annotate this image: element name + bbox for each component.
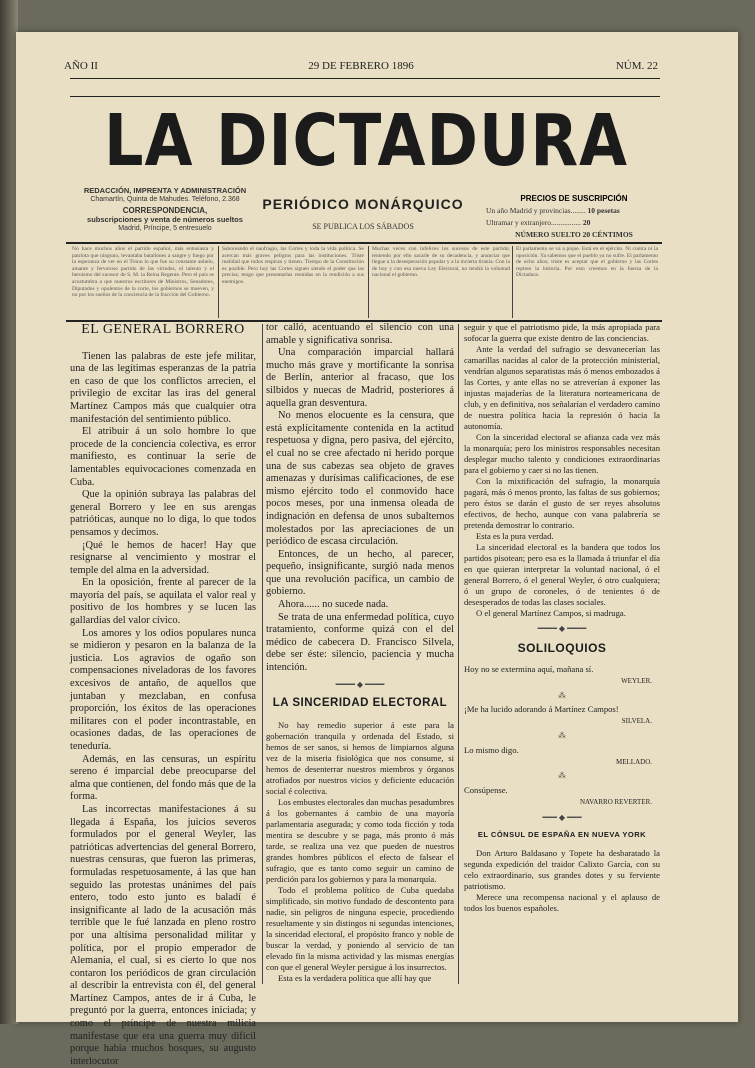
paragraph: Con la sinceridad electoral se afianza cada vez más la monarquía; pero los ministros responsables necesitan desplegar mucho talento y condiciones extraordinarias para el gobierno y caer si no las tienen.: [464, 432, 660, 475]
paragraph: Esta es la verdadera política que allí hay que: [278, 972, 432, 983]
paragraph: Merece una recompensa nacional y el aplauso de todos los buenos españoles.: [464, 891, 660, 913]
correspondence-line: subscripciones y venta de números sueltos: [87, 215, 243, 224]
newspaper-title: LA DICTADURA: [103, 98, 629, 183]
prices-heading: PRECIOS DE SUSCRIPCIÓN: [520, 194, 628, 203]
year-label: AÑO II: [64, 60, 98, 72]
paragraph: La sinceridad electoral es la bandera que todos los partidos pisotean; pero esa es la llamada á triunfar el día en que quieran interpretar la voluntad nacional, ó el general Borrero, ó el general Weyler, ó otro cualquiera; ó un grupo de coroneles, ó de tenientes ó de desesperados de todas las clases sociales.: [464, 542, 660, 607]
paragraph: Que la opinión subraya las palabras del general Borrero y lee en sus arengas patrióticas, aunque no lo diga, lo que todos pensamos y decimos.: [70, 489, 256, 538]
soliloquio-line: Consúpense.: [464, 784, 508, 795]
publication-schedule: SE PUBLICA LOS SÁBADOS: [312, 222, 414, 231]
paragraph: En la oposición, frente al parecer de la mayoría del país, se aquilata el valor real y positivo de los hombres y se lucen las gallardías del valor cívico.: [70, 577, 256, 627]
administration-block: [70, 186, 260, 233]
asterism: ⁂: [558, 771, 566, 781]
paragraph: El atribuir á un solo hombre lo que procede de la conciencia colectiva, es error manifiesto, es continuar la serie de lamentables equivocaciones comenzada en Cuba.: [70, 426, 256, 488]
paragraph: Los amores y los odios populares nunca se midieron y pesaron en la balanza de la justicia. Los agravios de ogaño son compensaciones niveladoras de los favores excesivos de antaño, de aquellos que juntaban y mezclaban, en confusa proporción, los éxitos de las operaciones militares con el poder incontrastable, en ocasiones dadas, de las operaciones de teneduría.: [70, 627, 256, 752]
paragraph: No hay remedio superior á este para la gobernación tranquila y ordenada del Estado, si hemos de ser sanos, si hemos de limpiarnos alguna vez de la miseria fisiológica que nos consume, si hemos de desenterrar nuestros miembros y órganos atrofiados por nuestros vicios y deficiente educación social é colectiva.: [266, 719, 454, 796]
paragraph: Esta es la pura verdad.: [476, 531, 554, 541]
column-2: [266, 322, 454, 986]
notice-divider-2: [368, 246, 369, 318]
soliloquio-signature: NAVARRO REVERTER.: [579, 797, 652, 806]
notice-divider-3: [512, 246, 513, 318]
price-row-1: Un año Madrid y provincias........ 10 pesetas: [486, 206, 620, 215]
correspondence-heading: CORRESPONDENCIA,: [122, 206, 208, 215]
single-issue-price: NÚMERO SUELTO 20 CÉNTIMOS: [515, 230, 633, 239]
notice-col-4: El parlamento se va a pique. Está en el ejército. Ni contra ni la oposición. Ya sabemos que el pueblo ya no sufre. El parlamento de ocho años; triste es aceptar que el gobierno y las Cortes repiten la historia. Por esto creemos en la fuerza de la Dictadura.: [516, 246, 658, 279]
price-row-1-label: Un año Madrid y provincias: [486, 206, 571, 215]
soliloquio-signature: MELLADO.: [616, 757, 652, 766]
paragraph: Todo el problema político de Cuba quedaba simplificado, sin motivo fundado de descontento para nadie, sin peligros de ninguna especie, procediendo resueltamente y sin distingos ni segundas intenciones, la sinceridad electoral, el propósito franco y noble de buscar la verdad, y poniendo al servicio de tan elevado fin la misma actividad y las mismas energías con que el general Weyler persigue á los insurrectos.: [266, 884, 454, 972]
price-row-2-value: 20: [582, 218, 591, 227]
asterism: ⁂: [558, 690, 566, 700]
price-row-2-label: Ultramar y extranjero: [486, 218, 551, 227]
column-divider-2: [458, 324, 459, 984]
column-1: [70, 322, 256, 1067]
column-divider-1: [262, 324, 263, 984]
asterism: ⁂: [558, 730, 566, 740]
soliloquio-signature: WEYLER.: [621, 677, 652, 686]
soliloquio-line: Lo mismo digo.: [464, 744, 519, 755]
issue-date: 29 DE FEBRERO 1896: [308, 60, 414, 72]
article-title-consul: EL CÓNSUL DE ESPAÑA EN NUEVA YORK: [477, 829, 647, 839]
paragraph: Ahora...... no sucede nada.: [278, 599, 389, 611]
soliloquio-line: ¡Me ha lucido adorando á Martínez Campos!: [464, 704, 619, 715]
paragraph: Además, en las censuras, un espíritu sereno é imparcial debe preocuparse del alma que contienen, del fondo más que de la forma.: [70, 753, 256, 803]
header-rule: [70, 96, 660, 97]
paragraph: Ante la verdad del sufragio se desvanecerían las camarillas nacidas al calor de la protección ministerial, vendrían algunos separatistas más ó menos embozados á las Cortes, y ante ellas no se atreverían á exponer las injustas majaderías de la literatura norteamericana de club, y en definitiva, nos señalarían el verdadero camino de nuestra política hacia la represión ó hacia la autonomía.: [464, 344, 660, 431]
paragraph: Una comparación imparcial hallará mucho más grave y mortificante la sonrisa de Berlín, anterior al fracaso, que los silbidos y nuecas de Madrid, posteriores á aquella gran desventura.: [266, 347, 454, 409]
paragraph: Tienen las palabras de este jefe militar, una de las legítimas esperanzas de la patria en caso de que los conflictos arrecien, el privilegio de excitar las iras del general Martínez Campos más que cualquier otra manifestación del sentimiento público.: [70, 350, 256, 425]
paragraph: Se trata de una enfermedad política, cuyo tratamiento, conforme quizá con el del médico de cabecera D. Francisco Silvela, debe ser éste: silencio, paciencia y mucha intención.: [266, 611, 454, 674]
header-line: [46, 56, 676, 76]
paragraph: Don Arturo Baldasano y Topete ha desbaratado la segunda expedición del traidor Calixto García, con su celo extraordinario, sus grandes dotes y su ferviente patriotismo.: [464, 847, 660, 891]
correspondence-address: Madrid, Príncipe, 5 entresuelo: [118, 225, 212, 232]
price-row-2: Ultramar y extranjero................ 20: [486, 218, 591, 227]
soliloquio-line: Hoy no se extermina aquí, mañana sí.: [464, 664, 594, 675]
notice-col-1: No hace muchos años el partido español, más entusiasta y patriota que ninguno, levantaba batallones a sangre y fuego por la esperanza de ver en el Trono lo que fue su constante anhelo, amante y fervoroso partido de las virtudes, el talento y el heroísmo del sucesor de S. M. la Reina Regente. Pero el país se acostumbra a que nuestros escritores de Ministros, Senadores, Diputados y opulentos de la corte, los gobiernos se mueven, y no por los sueños de la conciencia de la fracción del Gobierno.: [72, 246, 214, 299]
paragraph: ¡Qué le hemos de hacer! Hay que resignarse al vencimiento y mostrar el temple del alma en la adversidad.: [70, 539, 256, 576]
column-3: [464, 322, 660, 986]
soliloquio-signature: SILVELA.: [621, 717, 652, 726]
notice-top-rule: [66, 242, 662, 244]
article-title-sinceridad: LA SINCERIDAD ELECTORAL: [272, 697, 448, 710]
paragraph: Entonces, de un hecho, al parecer, pequeño, insignificante, surgió nada menos que una revolución pacífica, un cambio de gobierno.: [266, 548, 454, 598]
price-row-1-value: 10 pesetas: [587, 206, 620, 215]
paragraph: Las incorrectas manifestaciones á su llegada á España, los juicios severos formulados por el general Weyler, las patrióticas advertencias del general Borrero, nuestras censuras, que fueron las primeras, formuladas respetuosamente, á las que han seguido las protestas unánimes del país entero, todo esto junto es baladí é insignificante al lado de la acusación más terrible que le fué lanzada en pleno rostro por una altísima personalidad militar y política, por el propio emperador de Alemania, el cual, si es cierto lo que nos contaron los periódicos de gran circulación al describir la entrevista con él, del general Martínez Campos, antes de ir á Cuba, le preguntó por la guerra, entonces iniciada; y como el príncipe de nuestra milicia manifestase que era una guerra muy difícil porque había muchos bosques, su augusto interlocutor: [70, 803, 256, 1067]
ornament-divider: ━━━━ ◆ ━━━━: [537, 624, 587, 633]
admin-address: Chamartín, Quinta de Mahudes. Teléfono, 2.368: [90, 196, 240, 203]
paragraph: O el general Martínez Campos, si madruga.: [476, 608, 626, 618]
issue-number: NÚM. 22: [615, 60, 658, 72]
paragraph: tor calló, acentuando el silencio con una amable y significativa sonrisa.: [266, 322, 454, 346]
notice-col-3: Muchas veces con infelices los sucesos de este partido; teniendo por ello sacarle de su decadencia, y anunciar que llegue a la desesperación popular y a la incierta tiranía. Con la de hoy y con esa nueva Ley Electoral, no tendrá la voluntad nacional el gobierno.: [372, 246, 510, 279]
paragraph: Con la mixtificación del sufragio, la monarquía pagará, más ó menos pronto, las faltas de sus gobiernos; pero éstos se darán el gusto de ser reyes absolutos efectivos, de hecho, aunque con vana palabrería se pretenda demostrar lo contrario.: [464, 476, 660, 530]
paragraph: seguir y que el patriotismo pide, la más apropiada para sofocar la guerra que existe dentro de las conciencias.: [464, 322, 660, 343]
admin-heading: REDACCIÓN, IMPRENTA Y ADMINISTRACIÓN: [83, 186, 247, 195]
ornament-divider: ━━━━ ◆ ━━━━: [335, 679, 385, 689]
ornament-divider: ━━━ ◆ ━━━: [542, 813, 582, 823]
section-title-soliloquios: SOLILOQUIOS: [517, 640, 607, 655]
subtitle: PERIÓDICO MONÁRQUICO: [262, 196, 464, 212]
paragraph: No menos elocuente es la censura, que está explícitamente contenida en la actitud respetuosa y digna, pero pasiva, del ejército, el cual no se cree afectado ni herido porque una de sus cabezas sea objeto de graves amenazas y durísimas calificaciones, de ese mismo ejército todo el conmovido hace pocos meses, por una inmensa oleada de indignación en defensa de unos subalternos molestados por las apreciaciones de un periódico de escasa circulación.: [266, 410, 454, 548]
notice-col-2: Saboreando el naufragio, las Cortes y toda la vida política. Se acercan más graves peligros para las instituciones. Triste realidad que todos respiran y tienen. Tiempo de la Constitución es posible. Pero hoy las Cortes siguen siendo el poder que las precisa; tengo que presentarlas reunidas en la rendición a sus enemigos.: [222, 246, 364, 285]
article-title-borrero: EL GENERAL BORRERO: [81, 322, 245, 337]
paragraph: Los embustes electorales dan muchas pesadumbres á los gobernantes á cambio de una mayoría parlamentaria asegurada; y como toda ficción y toda mentira se descubre y se paga, más pronto ó más tarde, se realiza una vez que pueden de nuestros grandes hombres públicos el efecto de falsear el sufragio, que es tanto como seguir un camino de perdición para los gobiernos y para la monarquía.: [266, 796, 454, 884]
subscription-prices: [486, 194, 662, 239]
top-rule: [70, 78, 660, 79]
notice-divider-1: [218, 246, 219, 318]
